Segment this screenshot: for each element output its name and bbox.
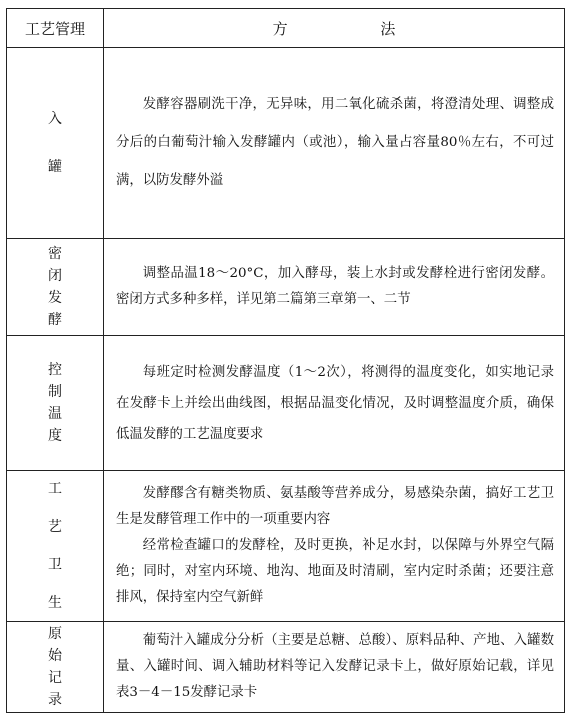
method-paragraph: 发酵醪含有糖类物质、氨基酸等营养成分，易感染杂菌，搞好工艺卫生是发酵管理工作中的一项重要内容 xyxy=(116,486,554,527)
table-row xyxy=(7,622,565,713)
row-name-char: 艺 xyxy=(48,519,62,535)
method-paragraph: 调整品温18～20°C，加入酵母，装上水封或发酵栓进行密闭发酵。密闭方式多种多样，详见第二篇第三章第一、二节 xyxy=(116,266,554,307)
row-name-char: 记 xyxy=(48,670,62,686)
header-method: 方 法 xyxy=(104,9,565,48)
row-name-char: 控 xyxy=(48,362,62,378)
row-name-char: 始 xyxy=(48,648,62,664)
row-name-char: 制 xyxy=(48,384,62,400)
method-paragraph: 葡萄汁入罐成分分析（主要是总糖、总酸）、原料品种、产地、入罐数量、入罐时间、调入辅助材料等记入发酵记录卡上，做好原始记载，详见表3－4－15发酵记录卡 xyxy=(116,633,554,700)
row-name-char: 闭 xyxy=(48,268,62,284)
row-name-char: 发 xyxy=(48,290,62,306)
row-method-gongyi-weisheng xyxy=(104,471,565,622)
row-name-char: 温 xyxy=(48,406,62,422)
table-row xyxy=(7,239,565,336)
row-name-char: 密 xyxy=(48,246,62,262)
row-method-mibi-fajiao xyxy=(104,239,565,336)
header-process-management: 工艺管理 xyxy=(7,9,104,48)
row-name-ruguan xyxy=(7,48,104,239)
row-name-mibi-fajiao xyxy=(7,239,104,336)
table-header-row xyxy=(7,9,565,48)
row-name-char: 生 xyxy=(48,595,62,611)
row-name-gongyi-weisheng xyxy=(7,471,104,622)
table-row xyxy=(7,48,565,239)
method-paragraph: 每班定时检测发酵温度（1～2次），将测得的温度变化，如实地记录在发酵卡上并绘出曲线图，根据品温变化情况，及时调整温度介质，确保低温发酵的工艺温度要求 xyxy=(116,364,554,442)
row-name-char: 入 xyxy=(48,111,62,127)
process-management-table xyxy=(6,8,565,713)
row-name-char: 工 xyxy=(48,481,62,497)
table-row xyxy=(7,336,565,471)
row-name-char: 卫 xyxy=(48,557,62,573)
row-name-char: 罐 xyxy=(48,159,62,175)
row-method-ruguan xyxy=(104,48,565,239)
row-method-kongzhi-wendu xyxy=(104,336,565,471)
table-row xyxy=(7,471,565,622)
row-name-char: 度 xyxy=(48,428,62,444)
row-name-char: 录 xyxy=(48,692,62,708)
method-paragraph: 经常检查罐口的发酵栓，及时更换，补足水封，以保障与外界空气隔绝；同时，对室内环境、地沟、地面及时清刷，室内定时杀菌；还要注意排风，保持室内空气新鲜 xyxy=(116,538,554,605)
row-name-char: 原 xyxy=(48,626,62,642)
method-paragraph: 发酵容器刷洗干净，无异味，用二氧化硫杀菌，将澄清处理、调整成分后的白葡萄汁输入发酵罐内（或池），输入量占容量80％左右，不可过满，以防发酵外溢 xyxy=(116,97,554,188)
row-method-yuanshi-jilu xyxy=(104,622,565,713)
row-name-kongzhi-wendu xyxy=(7,336,104,471)
row-name-char: 酵 xyxy=(48,312,62,328)
row-name-yuanshi-jilu xyxy=(7,622,104,713)
